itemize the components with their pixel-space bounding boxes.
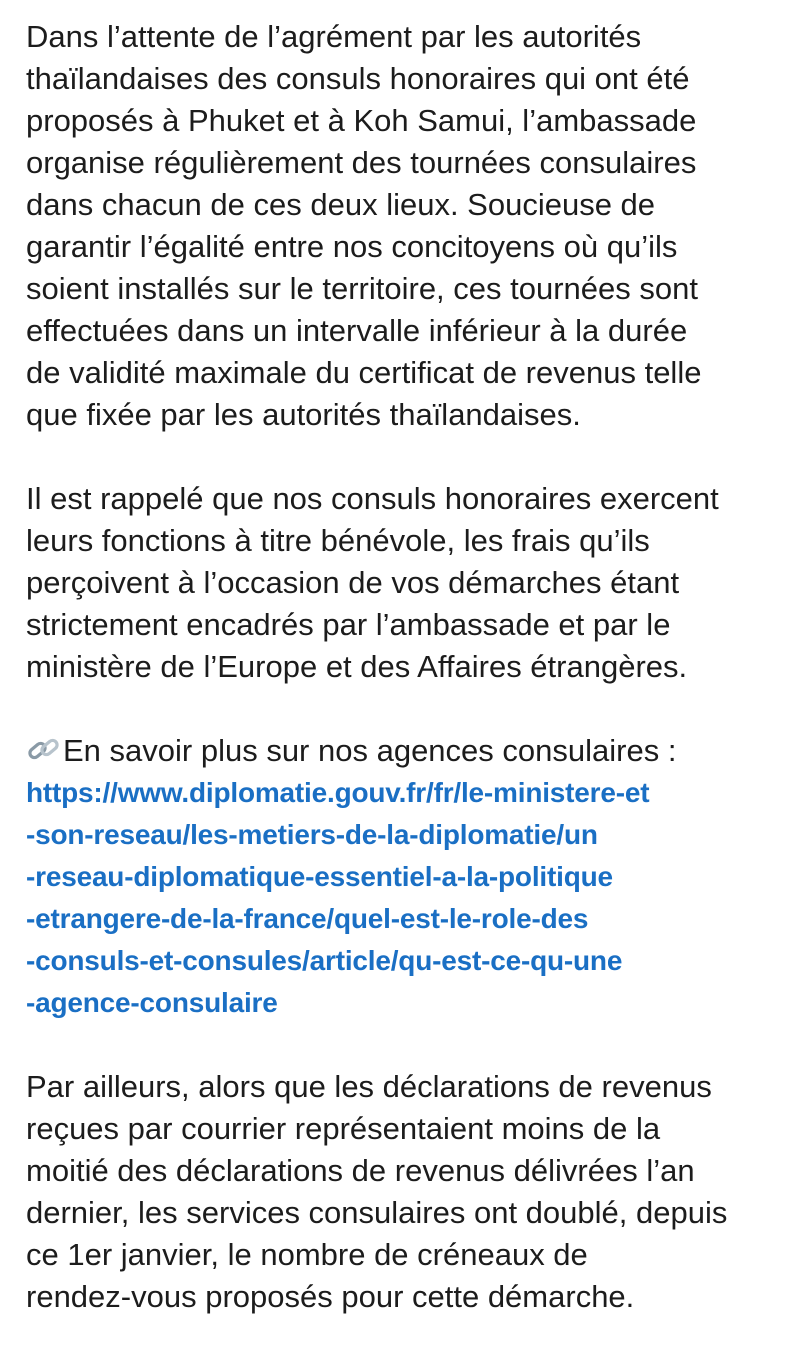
text-line: Dans l’attente de l’agrément par les autorités <box>26 19 642 54</box>
text-line: ce 1er janvier, le nombre de créneaux de <box>26 1237 588 1272</box>
post-body <box>26 16 786 1318</box>
text-line: ministère de l’Europe et des Affaires étrangères. <box>26 649 688 684</box>
link-line[interactable]: -consuls-et-consules/article/qu-est-ce-qu-une <box>26 945 623 976</box>
link-line[interactable]: https://www.diplomatie.gouv.fr/fr/le-ministere-et <box>26 777 650 808</box>
paragraph-gap <box>26 688 786 730</box>
text-line: garantir l’égalité entre nos concitoyens où qu’ils <box>26 229 678 264</box>
text-line: dernier, les services consulaires ont doublé, depuis <box>26 1195 728 1230</box>
link-line[interactable]: -son-reseau/les-metiers-de-la-diplomatie/un <box>26 819 598 850</box>
text-line: perçoivent à l’occasion de vos démarches étant <box>26 565 680 600</box>
text-line: thaïlandaises des consuls honoraires qui ont été <box>26 61 690 96</box>
paragraph-agences-consulaires <box>26 730 786 1024</box>
agences-consulaires-link[interactable] <box>26 772 786 1024</box>
paragraph-declarations-revenus <box>26 1066 786 1318</box>
text-line: que fixée par les autorités thaïlandaises. <box>26 397 581 432</box>
paragraph-tournees-consulaires <box>26 16 786 436</box>
text-line: effectuées dans un intervalle inférieur à la durée <box>26 313 688 348</box>
paragraph-gap <box>26 436 786 478</box>
link-line[interactable]: -reseau-diplomatique-essentiel-a-la-politique <box>26 861 613 892</box>
text-line: organise régulièrement des tournées consulaires <box>26 145 697 180</box>
text-line: dans chacun de ces deux lieux. Soucieuse de <box>26 187 656 222</box>
link-line[interactable]: -etrangere-de-la-france/quel-est-le-role-des <box>26 903 589 934</box>
link-intro-text: En savoir plus sur nos agences consulaires : <box>63 733 677 768</box>
text-line: soient installés sur le territoire, ces tournées sont <box>26 271 698 306</box>
link-emoji-icon <box>26 734 62 766</box>
paragraph-consuls-honoraires <box>26 478 786 688</box>
text-line: rendez-vous proposés pour cette démarche. <box>26 1279 635 1314</box>
link-line[interactable]: -agence-consulaire <box>26 987 278 1018</box>
text-line: reçues par courrier représentaient moins de la <box>26 1111 661 1146</box>
text-line: moitié des déclarations de revenus délivrées l’an <box>26 1153 695 1188</box>
text-line: strictement encadrés par l’ambassade et par le <box>26 607 671 642</box>
text-line: Par ailleurs, alors que les déclarations de revenus <box>26 1069 712 1104</box>
text-line: de validité maximale du certificat de revenus telle <box>26 355 702 390</box>
paragraph-gap <box>26 1024 786 1066</box>
link-intro-row <box>26 730 786 772</box>
text-line: leurs fonctions à titre bénévole, les frais qu’ils <box>26 523 650 558</box>
text-line: proposés à Phuket et à Koh Samui, l’ambassade <box>26 103 697 138</box>
text-line: Il est rappelé que nos consuls honoraires exercent <box>26 481 719 516</box>
